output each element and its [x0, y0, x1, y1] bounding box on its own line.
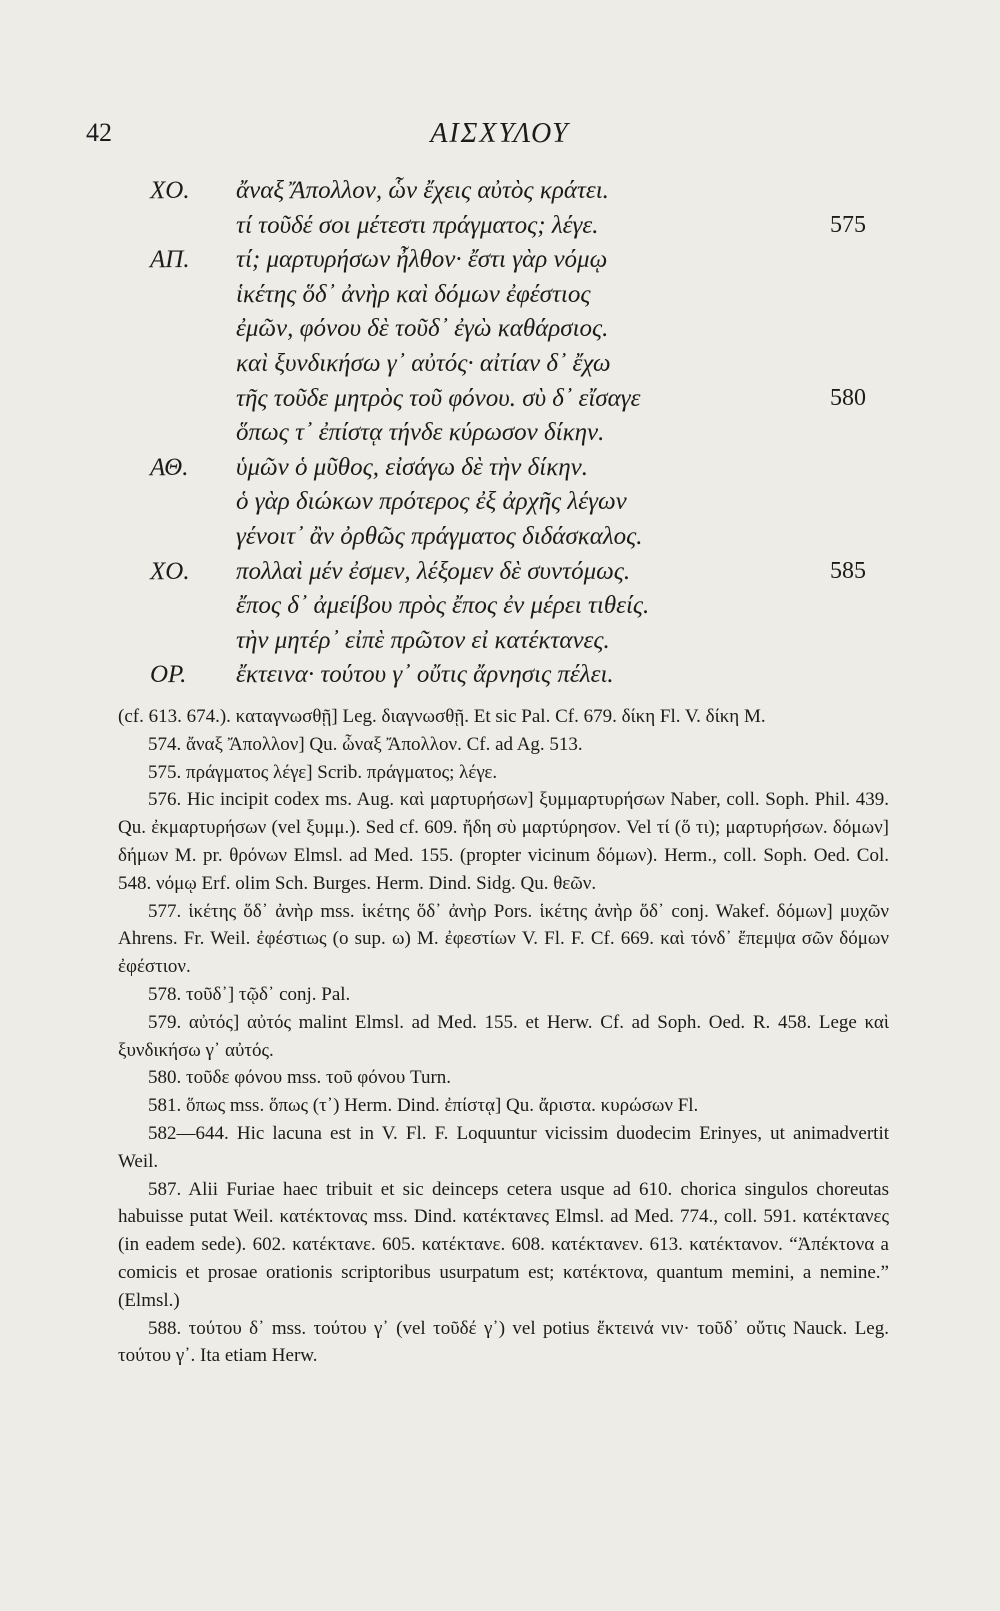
line-number: 585	[830, 557, 866, 584]
verse-text: τί; μαρτυρήσων ἦλθον· ἔστι γὰρ νόμῳ	[236, 246, 608, 274]
line-number: 575	[830, 211, 866, 238]
verse-line	[0, 281, 1000, 317]
speaker-label: ΟΡ.	[150, 661, 187, 689]
verse-line	[0, 661, 1000, 697]
verse-line	[0, 592, 1000, 628]
speaker-label: ΑΘ.	[150, 453, 189, 481]
verse-text: ἔπος δ᾽ ἀμείβου πρὸς ἔπος ἐν μέρει τιθείς.	[236, 592, 650, 620]
apparatus-note: 581. ὅπως mss. ὅπως (τ᾽) Herm. Dind. ἐπίστᾳ] Qu. ἄριστα. κυρώσων Fl.	[148, 1095, 699, 1117]
speaker-label: ΧΟ.	[150, 557, 190, 585]
apparatus-note: 579. αὐτός] αὐτός malint Elmsl. ad Med. 155. et Herw. Cf. ad Soph. Oed. R. 458. Lege καὶ ξυνδικήσω γ᾽ αὐτός.	[118, 1011, 889, 1061]
verse-line	[0, 246, 1000, 282]
apparatus-note: 587. Alii Furiae haec tribuit et sic deinceps cetera usque ad 610. chorica singulos choreutas habuisse putat Weil. κατέκτονας mss. Dind. κατέκτανες Elmsl. ad Med. 774., coll. 591. κατέκτανες (in eadem sede). 602. κατέκτανε. 605. κατέκτανε. 608. κατέκτανεν. 613. κατέκτανον. “Ἀπέκτονα a comicis et prosae orationis scriptoribus usurpatum est; κατέκτονα, quantum memini, a nemine.” (Elmsl.)	[118, 1178, 889, 1311]
verse-line	[0, 350, 1000, 386]
running-title: ΑΙΣΧΥΛΟΥ	[430, 118, 570, 149]
apparatus-note: 576. Hic incipit codex ms. Aug. καὶ μαρτυρήσων] ξυμμαρτυρήσων Naber, coll. Soph. Phil. 439. Qu. ἐκμαρτυρήσων (vel ξυμμ.). Sed cf. 609. ἤδη σὺ μαρτύρησον. Vel τί (ὅ τι); μαρτυρήσων. δόμων] δήμων M. pr. θρόνων Elmsl. ad Med. 155. (propter vicinum δόμων). Herm., coll. Soph. Oed. Col. 548. νόμῳ Erf. olim Sch. Burges. Herm. Dind. Sidg. Qu. θεῶν.	[118, 789, 889, 894]
apparatus-note: 577. ἱκέτης ὅδ᾽ ἀνὴρ mss. ἱκέτης ὅδ᾽ ἀνὴρ Pors. ἱκέτης ἀνὴρ ὅδ᾽ conj. Wakef. δόμων] μυχῶν Ahrens. Fr. Weil. ἐφέστιως (ο sup. ω) M. ἐφεστίων V. Fl. F. Cf. 669. καὶ τόνδ᾽ ἔπεμψα σῶν δόμων ἐφέστιον.	[118, 900, 889, 978]
apparatus-note: 582—644. Hic lacuna est in V. Fl. F. Loquuntur vicissim duodecim Erinyes, ut animadvertit Weil.	[118, 1122, 889, 1172]
verse-line	[0, 177, 1000, 213]
verse-line	[0, 212, 1000, 248]
verse-line	[0, 385, 1000, 421]
verse-line	[0, 454, 1000, 490]
apparatus-note: 574. ἄναξ Ἄπολλον] Qu. ὦναξ Ἄπολλον. Cf. ad Ag. 513.	[148, 733, 583, 755]
verse-text: ἐμῶν, φόνου δὲ τοῦδ᾽ ἐγὼ καθάρσιος.	[236, 315, 609, 343]
verse-line	[0, 523, 1000, 559]
apparatus-note: 580. τοῦδε φόνου mss. τοῦ φόνου Turn.	[148, 1067, 452, 1089]
page-number: 42	[86, 118, 112, 147]
speaker-label: ΑΠ.	[150, 246, 190, 274]
verse-text: γένοιτ᾽ ἂν ὀρθῶς πράγματος διδάσκαλος.	[236, 523, 643, 550]
verse-text: ἄναξ Ἄπολλον, ὧν ἔχεις αὐτὸς κράτει.	[236, 177, 609, 204]
verse-text: ἱκέτης ὅδ᾽ ἀνὴρ καὶ δόμων ἐφέστιος	[236, 280, 591, 308]
verse-text: ὁ γὰρ διώκων πρότερος ἐξ ἀρχῆς λέγων	[236, 488, 627, 516]
verse-text: τί τοῦδέ σοι μέτεστι πράγματος; λέγε.	[236, 211, 599, 239]
apparatus-note: 575. πράγματος λέγε] Scrib. πράγματος; λέγε.	[148, 761, 498, 783]
critical-apparatus	[118, 703, 889, 1370]
verse-text: ἔκτεινα· τούτου γ᾽ οὔτις ἄρνησις πέλει.	[236, 661, 614, 689]
verse-text: ὅπως τ᾽ ἐπίστᾳ τήνδε κύρωσον δίκην.	[236, 419, 605, 447]
verse-text: καὶ ξυνδικήσω γ᾽ αὐτός· αἰτίαν δ᾽ ἔχω	[236, 350, 611, 377]
verse-text: τῆς τοῦδε μητρὸς τοῦ φόνου. σὺ δ᾽ εἴσαγε	[236, 384, 641, 412]
apparatus-note: 588. τούτου δ᾽ mss. τούτου γ᾽ (vel τοῦδέ γ᾽) vel potius ἔκτεινά νιν· τοῦδ᾽ οὔτις Nauck. Leg. τούτου γ᾽. Ita etiam Herw.	[118, 1317, 889, 1367]
verse-line	[0, 558, 1000, 594]
verse-line	[0, 488, 1000, 524]
verse-text: πολλαὶ μέν ἐσμεν, λέξομεν δὲ συντόμως.	[236, 557, 631, 585]
apparatus-note: (cf. 613. 674.). καταγνωσθῇ] Leg. διαγνωσθῇ. Et sic Pal. Cf. 679. δίκη Fl. V. δίκη M.	[118, 706, 766, 727]
verse-line	[0, 627, 1000, 663]
speaker-label: ΧΟ.	[150, 177, 190, 204]
verse-text: τὴν μητέρ᾽ εἰπὲ πρῶτον εἰ κατέκτανες.	[236, 626, 610, 654]
line-number: 580	[830, 384, 866, 411]
verse-line	[0, 315, 1000, 351]
verse-text: ὑμῶν ὁ μῦθος, εἰσάγω δὲ τὴν δίκην.	[236, 453, 588, 481]
apparatus-note: 578. τοῦδ᾽] τῷδ᾽ conj. Pal.	[148, 983, 351, 1005]
verse-line	[0, 419, 1000, 455]
